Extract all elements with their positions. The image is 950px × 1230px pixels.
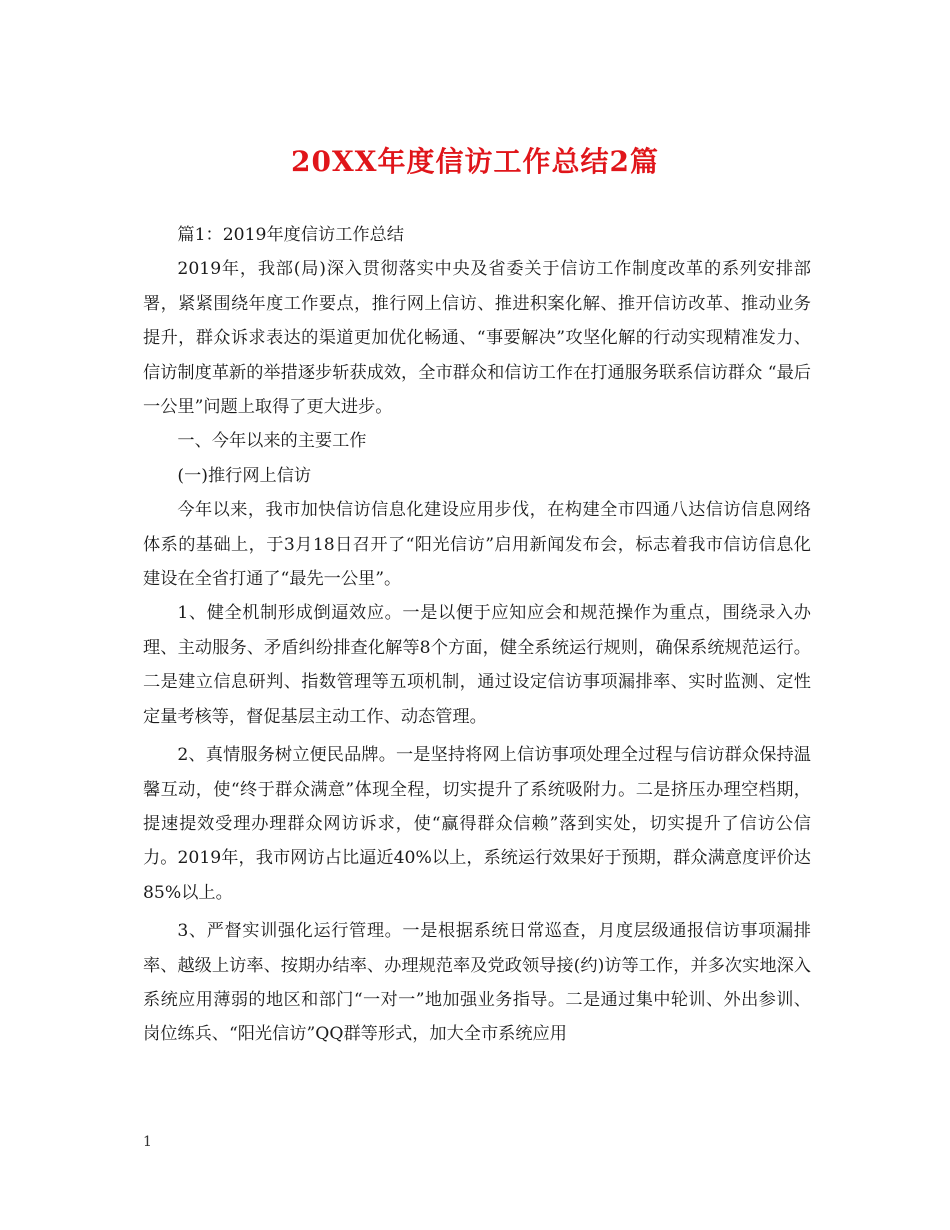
paragraph-intro: 2019年，我部(局)深入贯彻落实中央及省委关于信访工作制度改革的系列安排部署，紧紧围绕年度工作要点，推行网上信访、推进积案化解、推开信访改革、推动业务提升，群众诉求表达的渠道更加优化畅通、“事要解决”攻坚化解的行动实现精准发力、信访制度革新的举措逐步斩获成效，全市群众和信访工作在打通服务联系信访群众 “最后一公里”问题上取得了更大进步。 bbox=[143, 259, 811, 418]
paragraph-item-2: 2、真情服务树立便民品牌。一是坚持将网上信访事项处理全过程与信访群众保持温馨互动，使“终于群众满意”体现全程，切实提升了系统吸附力。二是挤压办理空档期，提速提效受理办理群众网访诉求，使“赢得群众信赖”落到实处，切实提升了信访公信力。2019年，我市网访占比逼近40%以上，系统运行效果好于预期，群众满意度评价达85%以上。 bbox=[143, 745, 811, 903]
paragraph-item-1: 1、健全机制形成倒逼效应。一是以便于应知应会和规范操作为重点，围绕录入办理、主动服务、矛盾纠纷排查化解等8个方面，健全系统运行规则，确保系统规范运行。二是建立信息研判、指数管理等五项机制，通过设定信访事项漏排率、实时监测、定性定量考核等，督促基层主动工作、动态管理。 bbox=[143, 603, 811, 727]
paragraph-section-heading: 一、今年以来的主要工作 bbox=[177, 431, 367, 452]
document-body bbox=[143, 218, 811, 1052]
page-number: 1 bbox=[143, 1134, 152, 1150]
paragraph-article-heading: 篇1：2019年度信访工作总结 bbox=[177, 225, 404, 245]
paragraph-online-petition: 今年以来，我市加快信访信息化建设应用步伐，在构建全市四通八达信访信息网络体系的基础上，于3月18日召开了“阳光信访”启用新闻发布会，标志着我市信访信息化建设在全省打通了“最先一公里”。 bbox=[143, 500, 811, 590]
paragraph-item-3: 3、严督实训强化运行管理。一是根据系统日常巡查，月度层级通报信访事项漏排率、越级上访率、按期办结率、办理规范率及党政领导接(约)访等工作，并多次实地深入系统应用薄弱的地区和部门“一对一”地加强业务指导。二是通过集中轮训、外出参训、岗位练兵、“阳光信访”QQ群等形式，加大全市系统应用 bbox=[143, 921, 811, 1045]
paragraph-subsection-heading: (一)推行网上信访 bbox=[177, 465, 312, 486]
document-title: 20XX年度信访工作总结2篇 bbox=[291, 145, 659, 178]
